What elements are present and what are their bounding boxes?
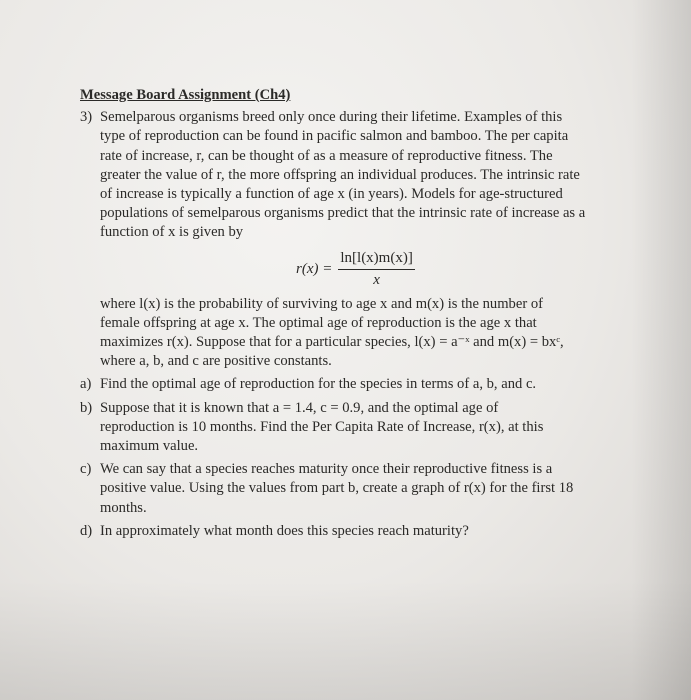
question-number: 3) [80, 109, 93, 126]
part-d [80, 522, 620, 541]
part-label: b) [80, 399, 93, 416]
formula-lhs: r(x) = [296, 261, 333, 278]
part-line: reproduction is 10 months. Find the Per Capita Rate of Increase, r(x), at this [100, 418, 544, 435]
intro-line: Semelparous organisms breed only once during their lifetime. Examples of this [100, 109, 563, 126]
part-line: Find the optimal age of reproduction for the species in terms of a, b, and c. [100, 376, 537, 393]
question-body [92, 108, 620, 371]
part-line: months. [100, 499, 147, 516]
part-line: In approximately what month does this species reach maturity? [100, 522, 469, 539]
part-text [100, 399, 620, 457]
intro-line: populations of semelparous organisms predict that the intrinsic rate of increase as a [100, 205, 586, 222]
rate-formula [296, 249, 620, 291]
part-b [80, 399, 620, 457]
intro-line: function of x is given by [100, 224, 244, 241]
part-line: We can say that a species reaches maturity once their reproductive fitness is a [100, 461, 553, 478]
assignment-title: Message Board Assignment (Ch4) [80, 87, 291, 103]
photo-shadow-bottom [0, 580, 691, 700]
part-c [80, 460, 620, 518]
intro-line: greater the value of r, the more offspring an individual produces. The intrinsic rate [100, 166, 580, 183]
formula-denominator: x [373, 272, 380, 289]
after-line: female offspring at age x. The optimal age of reproduction is the age x that [100, 314, 537, 331]
part-text [100, 460, 620, 518]
part-line: positive value. Using the values from part b, create a graph of r(x) for the first 18 [100, 480, 574, 497]
part-label: c) [80, 461, 92, 478]
question-block [80, 108, 620, 371]
after-line: maximizes r(x). Suppose that for a particular species, l(x) = a⁻ˣ and m(x) = bxᶜ, [100, 334, 564, 351]
after-line: where a, b, and c are positive constants. [100, 353, 332, 370]
part-label: a) [80, 376, 92, 393]
intro-line: of increase is typically a function of age x (in years). Models for age-structured [100, 186, 563, 203]
part-line: Suppose that it is known that a = 1.4, c = 0.9, and the optimal age of [100, 399, 499, 416]
part-a [80, 375, 620, 394]
formula-numerator: ln[l(x)m(x)] [338, 249, 414, 270]
after-line: where l(x) is the probability of surviving to age x and m(x) is the number of [100, 295, 543, 312]
formula-fraction [338, 249, 414, 290]
question-parts [80, 375, 620, 541]
assignment-document [80, 86, 620, 541]
part-text [100, 375, 620, 394]
part-text [100, 522, 620, 541]
part-line: maximum value. [100, 438, 199, 455]
intro-line: type of reproduction can be found in pacific salmon and bamboo. The per capita [100, 128, 569, 145]
part-label: d) [80, 522, 93, 539]
intro-line: rate of increase, r, can be thought of as a measure of reproductive fitness. The [100, 147, 553, 164]
